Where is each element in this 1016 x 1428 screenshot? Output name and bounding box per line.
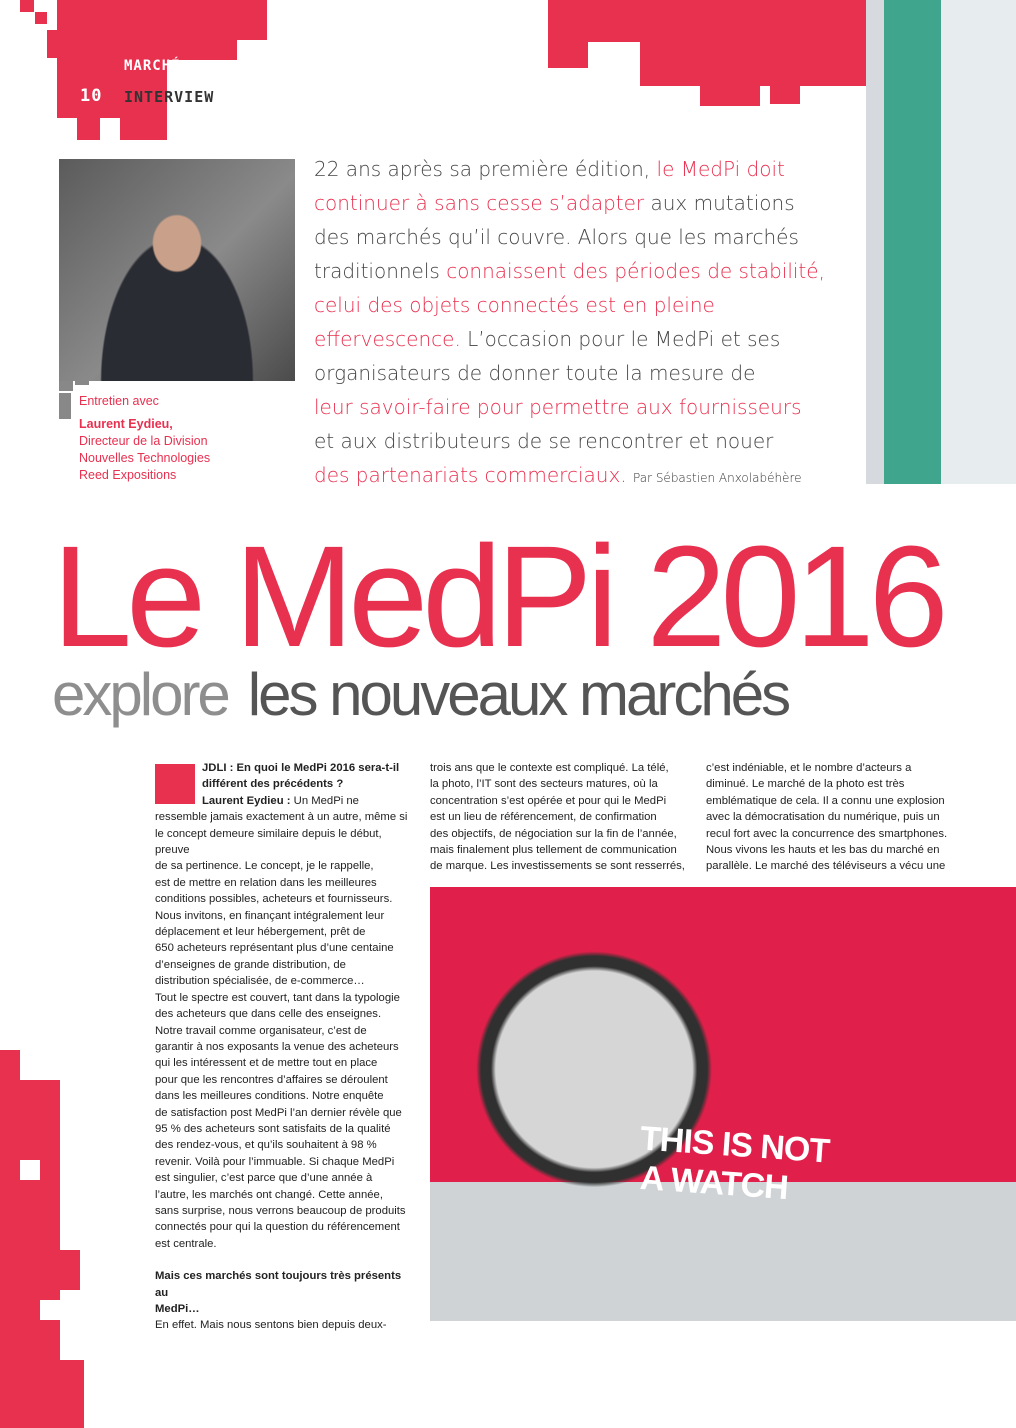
intro-line — [314, 152, 854, 186]
body-line: est singulier, c’est parce que d’une année à — [155, 1172, 373, 1185]
body-line: déplacement et leur hébergement, prêt de — [155, 926, 366, 939]
speaker-label: Laurent Eydieu : — [202, 794, 291, 807]
intro-highlight: des partenariats commerciaux. — [314, 463, 627, 487]
intro-line — [314, 458, 854, 495]
intro-paragraph — [314, 152, 854, 495]
intro-line — [314, 356, 854, 390]
intro-highlight: leur savoir-faire pour permettre aux fournisseurs — [314, 395, 802, 419]
interviewee-role: Nouvelles Technologies — [79, 451, 211, 465]
intro-text: aux mutations — [644, 191, 795, 215]
body-line: d’enseignes de grande distribution, de — [155, 958, 346, 971]
body-line: parallèle. Le marché des téléviseurs a vécu une — [706, 860, 946, 873]
subtitle-object: les nouveaux marchés — [247, 661, 789, 728]
exhibition-stand-photo — [430, 887, 1016, 1321]
intro-highlight: continuer à sans cesse s’adapter — [314, 191, 645, 215]
body-line: conditions possibles, acheteurs et fournisseurs. — [155, 893, 393, 906]
question-line: MedPi… — [155, 1303, 200, 1315]
question-line: Mais ces marchés sont toujours très présents au — [155, 1270, 402, 1299]
body-line: recul fort avec la concurrence des smartphones. — [706, 827, 948, 840]
body-line: la photo, l’IT sont des secteurs matures, où la — [430, 778, 658, 791]
body-line: ressemble jamais exactement à un autre, même si — [155, 811, 408, 824]
body-line: qui les intéressent et de mettre tout en place — [155, 1057, 378, 1070]
answer-line: Un MedPi ne — [293, 794, 359, 807]
body-line: avec la démocratisation du numérique, puis un — [706, 811, 940, 824]
intro-highlight: effervescence. — [314, 327, 461, 351]
intro-text: organisateurs de donner toute la mesure de — [314, 361, 756, 385]
caption-intro: Entretien avec — [79, 394, 159, 408]
question: JDLI : En quoi le MedPi 2016 sera-t-il différent des précédents ? — [202, 762, 400, 791]
body-line: est centrale. — [155, 1237, 217, 1250]
body-line: est un lieu de référencement, de confirmation — [430, 811, 657, 824]
intro-line — [314, 390, 854, 424]
intro-text: et aux distributeurs de se rencontrer et nouer — [314, 429, 774, 453]
body-line: des objectifs, de négociation sur la fin de l’année, — [430, 827, 677, 840]
intro-line — [314, 220, 854, 254]
body-line: mais finalement plus tellement de communication — [430, 844, 677, 857]
intro-line — [314, 322, 854, 356]
body-column-1 — [155, 760, 417, 1334]
body-line: 650 acheteurs représentant plus d’une centaine — [155, 942, 394, 955]
interviewee-name: Laurent Eydieu, — [79, 417, 173, 431]
body-column-2 — [430, 760, 692, 875]
intro-line — [314, 186, 854, 220]
body-column-3 — [706, 760, 968, 875]
byline: Par Sébastien Anxolabéhère — [633, 471, 802, 485]
body-line: pour que les rencontres d’affaires se déroulent — [155, 1073, 388, 1086]
portrait-caption — [79, 393, 299, 484]
body-line: est de mettre en relation dans les meilleures — [155, 876, 377, 889]
body-line: des acheteurs que dans celle des enseignes. — [155, 1008, 382, 1021]
article-title: Le MedPi 2016 — [52, 516, 943, 677]
body-line: distribution spécialisée, de e-commerce… — [155, 975, 365, 988]
body-line: Notre travail comme organisateur, c’est de — [155, 1024, 367, 1037]
body-line: de sa pertinence. Le concept, je le rappelle, — [155, 860, 374, 873]
rubric-label: INTERVIEW — [124, 88, 215, 106]
intro-text: L’occasion pour le MedPi et ses — [460, 327, 781, 351]
body-line: revenir. Voilà pour l’immuable. Si chaque MedPi — [155, 1155, 395, 1168]
body-line: des rendez-vous, et qu’ils souhaitent à 98 % — [155, 1139, 377, 1152]
body-line: c’est indéniable, et le nombre d’acteurs a — [706, 762, 912, 774]
intro-line — [314, 288, 854, 322]
body-line: sans surprise, nous verrons beaucoup de produits — [155, 1204, 406, 1217]
body-line: l’autre, les marchés ont changé. Cette année, — [155, 1188, 383, 1201]
body-line: dans les meilleures conditions. Notre enquête — [155, 1090, 384, 1103]
intro-text: traditionnels — [314, 259, 447, 283]
intro-line — [314, 254, 854, 288]
article-subtitle — [52, 660, 788, 730]
body-line: preuve — [155, 844, 190, 857]
body-line: de marque. Les investissements se sont resserrés, — [430, 860, 685, 873]
photo-slogan-line: A WATCH — [638, 1158, 790, 1208]
section-label: MARCHÉ — [124, 58, 181, 74]
intro-highlight: le MedPi doit — [656, 157, 785, 181]
body-line: Tout le spectre est couvert, tant dans la typologie — [155, 991, 400, 1004]
intro-highlight: celui des objets connectés est en pleine — [314, 293, 715, 317]
intro-text: 22 ans après sa première édition, — [314, 157, 657, 181]
answer-text — [155, 809, 417, 1252]
body-line: 95 % des acheteurs sont satisfaits de la qualité — [155, 1122, 391, 1135]
interviewee-role: Reed Expositions — [79, 468, 177, 482]
intro-highlight: connaissent des périodes de stabilité, — [446, 259, 825, 283]
subtitle-verb: explore — [52, 661, 228, 728]
question-marker — [155, 764, 195, 804]
body-line: le concept demeure similaire depuis le début, — [155, 827, 382, 840]
body-line: concentration s’est opérée et pour qui le MedPi — [430, 794, 667, 807]
body-line: connectés pour qui la question du référencement — [155, 1221, 400, 1234]
intro-line — [314, 424, 854, 458]
body-line: garantir à nos exposants la venue des acheteurs — [155, 1040, 399, 1053]
body-line: emblématique de cela. Il a connu une explosion — [706, 794, 945, 807]
body-line: de satisfaction post MedPi l’an dernier révèle que — [155, 1106, 402, 1119]
page-number: 10 — [80, 86, 103, 106]
body-line: trois ans que le contexte est compliqué. La télé, — [430, 762, 669, 774]
body-line: Nous vivons les hauts et les bas du marché en — [706, 844, 940, 857]
body-line: Nous invitons, en finançant intégralement leur — [155, 909, 385, 922]
question — [155, 1268, 417, 1317]
answer-line: En effet. Mais nous sentons bien depuis deux- — [155, 1319, 387, 1332]
body-line: diminué. Le marché de la photo est très — [706, 778, 905, 791]
intro-text: des marchés qu’il couvre. Alors que les marchés — [314, 225, 799, 249]
showroom-photo — [866, 0, 1016, 484]
portrait-photo — [59, 159, 295, 381]
interviewee-role: Directeur de la Division — [79, 434, 208, 448]
photo-slogan-line: THIS IS NOT — [638, 1119, 831, 1171]
